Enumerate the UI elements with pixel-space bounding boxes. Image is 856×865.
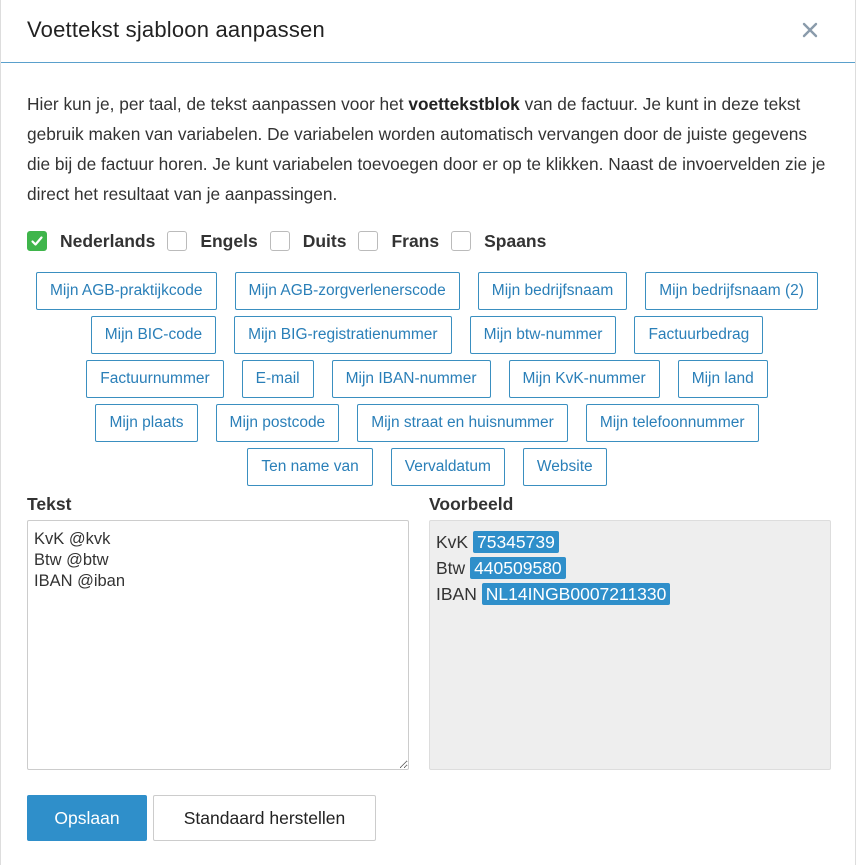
variable-button[interactable]: Mijn bedrijfsnaam xyxy=(478,272,627,310)
variable-button[interactable]: E-mail xyxy=(242,360,314,398)
variable-button[interactable]: Mijn postcode xyxy=(216,404,340,442)
variable-button[interactable]: Mijn AGB-zorgverlenerscode xyxy=(235,272,460,310)
checkbox[interactable] xyxy=(270,231,290,251)
language-label: Engels xyxy=(200,230,258,251)
variable-button[interactable]: Mijn btw-nummer xyxy=(470,316,617,354)
language-option-duits[interactable] xyxy=(270,231,347,252)
checkmark-icon xyxy=(30,234,44,248)
close-icon[interactable] xyxy=(798,18,822,42)
variable-button[interactable]: Factuurbedrag xyxy=(634,316,763,354)
intro-text xyxy=(27,89,827,209)
save-button[interactable]: Opslaan xyxy=(27,795,147,841)
variable-button[interactable]: Mijn telefoonnummer xyxy=(586,404,759,442)
dialog-header xyxy=(1,0,855,63)
preview-line-label: KvK xyxy=(436,532,469,552)
language-label: Spaans xyxy=(484,230,547,251)
variable-button[interactable]: Mijn plaats xyxy=(95,404,197,442)
preview-value: NL14INGB0007211330 xyxy=(482,583,671,605)
checkbox[interactable] xyxy=(167,231,187,251)
language-label: Nederlands xyxy=(60,230,156,251)
intro-text-end: van de factuur. Je kunt in deze tekst gebruik maken van variabelen. De variabelen worden automatisch vervangen door de juiste gegevens die bij de factuur horen. Je kunt variabelen toevoegen door er op te klikken. Naast de invoervelden zie je direct het resultaat van je aanpassingen. xyxy=(27,94,826,204)
preview-label: Voorbeeld xyxy=(429,494,514,514)
text-label: Tekst xyxy=(27,494,72,514)
intro-text-bold: voettekstblok xyxy=(408,94,520,114)
footer-text-input[interactable] xyxy=(27,520,409,770)
preview-value: 75345739 xyxy=(473,531,559,553)
variable-buttons xyxy=(27,272,827,492)
preview-line xyxy=(436,581,824,607)
variable-button[interactable]: Mijn land xyxy=(678,360,768,398)
language-label: Frans xyxy=(391,230,440,251)
variable-button[interactable]: Mijn IBAN-nummer xyxy=(332,360,491,398)
variable-button[interactable]: Mijn KvK-nummer xyxy=(509,360,660,398)
language-option-engels[interactable] xyxy=(167,231,257,252)
checkbox[interactable] xyxy=(27,231,47,251)
variable-row xyxy=(27,316,827,354)
variable-button[interactable]: Ten name van xyxy=(247,448,372,486)
variable-button[interactable]: Mijn BIG-registratienummer xyxy=(234,316,452,354)
variable-button[interactable]: Factuurnummer xyxy=(86,360,223,398)
language-option-spaans[interactable] xyxy=(451,231,546,252)
preview-line xyxy=(436,529,824,555)
variable-row xyxy=(27,404,827,442)
variable-row xyxy=(27,272,827,310)
preview-panel xyxy=(429,520,831,770)
preview-value: 440509580 xyxy=(470,557,566,579)
reset-default-button[interactable]: Standaard herstellen xyxy=(153,795,376,841)
language-option-frans[interactable] xyxy=(358,231,439,252)
variable-button[interactable]: Website xyxy=(523,448,607,486)
language-option-nederlands[interactable] xyxy=(27,231,155,252)
checkbox[interactable] xyxy=(451,231,471,251)
variable-button[interactable]: Mijn AGB-praktijkcode xyxy=(36,272,216,310)
checkbox[interactable] xyxy=(358,231,378,251)
variable-row xyxy=(27,448,827,486)
preview-line-label: IBAN xyxy=(436,584,477,604)
intro-text-start: Hier kun je, per taal, de tekst aanpassen voor het xyxy=(27,94,409,114)
preview-line-label: Btw xyxy=(436,558,466,578)
language-label: Duits xyxy=(302,230,347,251)
language-selector xyxy=(27,228,558,254)
variable-button[interactable]: Mijn bedrijfsnaam (2) xyxy=(645,272,818,310)
variable-row xyxy=(27,360,827,398)
variable-button[interactable]: Mijn BIC-code xyxy=(91,316,216,354)
variable-button[interactable]: Vervaldatum xyxy=(391,448,505,486)
variable-button[interactable]: Mijn straat en huisnummer xyxy=(357,404,568,442)
preview-line xyxy=(436,555,824,581)
dialog-title: Voettekst sjabloon aanpassen xyxy=(27,17,325,42)
